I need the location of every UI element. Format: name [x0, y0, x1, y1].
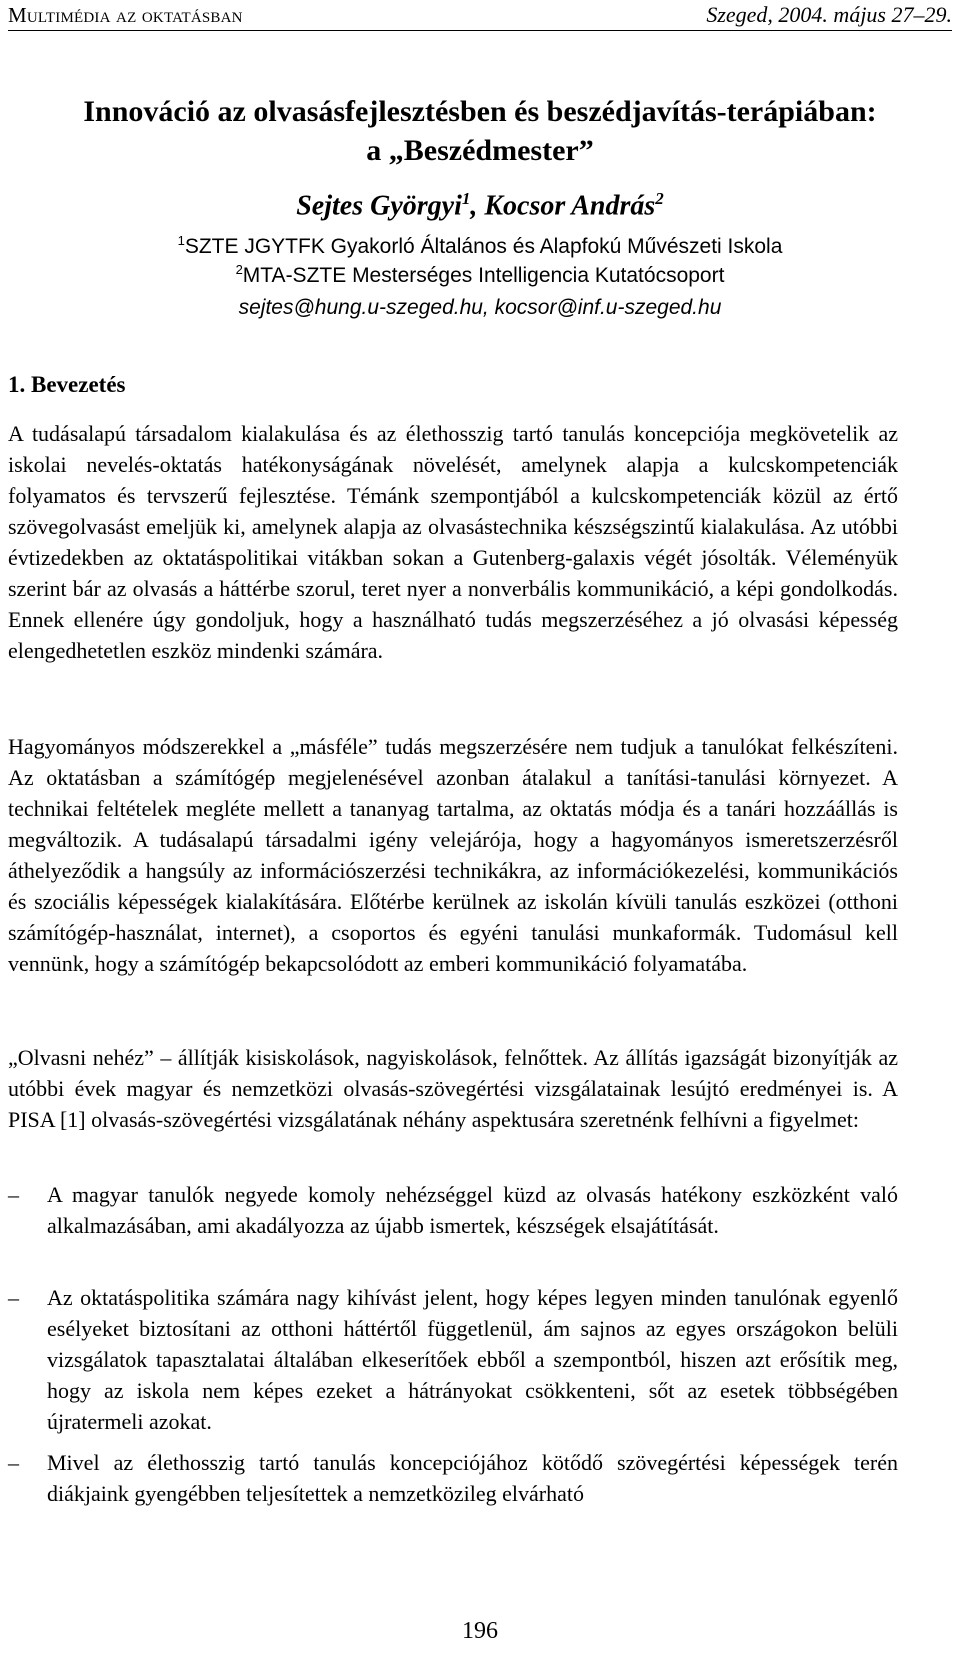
paragraph-3: „Olvasni nehéz” – állítják kisiskolások, nagyiskolások, felnőttek. Az állítás igazságát bizonyítják az utóbbi évek magyar és nemzetközi olvasás-szövegértési vizsgálatainak lesújtó eredményei is. A PISA [1] olvasás-szövegértési vizsgálatának néhány aspektusára szeretnénk felhívni a figyelmet:: [8, 1045, 898, 1132]
list-item-text: Az oktatáspolitika számára nagy kihívást jelent, hogy képes legyen minden tanulónak egyenlő esélyeket biztosítani az otthoni háttértől függetlenül, ám sajnos az egyes országokon belüli vizsgálatok tapasztalatai általában elkeserítőek ebből a szempontból, hiszen azt erősítik meg, hogy az iskola nem képes ezeket a hátrányokat csökkenteni, sőt az esetek többségében újratermeli azokat.: [47, 1285, 898, 1434]
dash-bullet-icon: –: [8, 1285, 19, 1310]
running-header-title: Multimédia az oktatásban: [8, 3, 243, 27]
list-item: [8, 1282, 898, 1437]
page-number: 196: [462, 1618, 498, 1644]
paragraph-1-block: [8, 418, 898, 666]
affiliation-2-text: MTA-SZTE Mesterséges Intelligencia Kutatócsoport: [242, 264, 725, 287]
affiliation-1-text: SZTE JGYTFK Gyakorló Általános és Alapfokú Művészeti Iskola: [184, 235, 783, 258]
list-item-text: A magyar tanulók negyede komoly nehézséggel küzd az olvasás hatékony eszközként való alkalmazásában, ami akadályozza az újabb ismertek, készségek elsajátítását.: [47, 1182, 898, 1238]
dash-bullet-icon: –: [8, 1450, 19, 1475]
bullet-list-item-2: [8, 1282, 898, 1437]
dash-bullet-icon: –: [8, 1182, 19, 1207]
paper-title-line-2: a „Beszédmester”: [366, 134, 594, 167]
running-header-venue-date: Szeged, 2004. május 27–29.: [706, 2, 952, 27]
paragraph-2: Hagyományos módszerekkel a „másféle” tudás megszerzésére nem tudjuk a tanulókat felkészíteni. Az oktatásban a számítógép megjelenésével azonban átalakul a tanítási-tanulási környezet. A technikai feltételek megléte mellett a tananyag tartalma, az oktatás módja és a tanári hozzáállás is megváltozik. A tudásalapú társadalmi igény velejárója, hogy a hagyományos ismeretszerzésről áthelyeződik a hangsúly az információszerzési technikákra, az információkezelési, kommunikációs és szociális képességek kialakítására. Előtérbe kerülnek az iskolán kívüli tanulás eszközei (otthoni számítógép-használat, internet), a csoportos és egyéni tanulási munkaformák. Tudomásul kell vennünk, hogy a számítógép bekapcsolódott az emberi kommunikáció folyamatába.: [8, 734, 898, 976]
author-1-affiliation-mark: 1: [461, 189, 471, 208]
list-item: [8, 1179, 898, 1241]
bullet-list-item-3: [8, 1447, 898, 1509]
affiliation-1-mark: 1: [177, 233, 185, 248]
paragraph-2-block: [8, 731, 898, 979]
paper-title-line-1: Innováció az olvasásfejlesztésben és beszédjavítás-terápiában:: [83, 95, 877, 128]
list-item-text: Mivel az élethosszig tartó tanulás koncepciójához kötődő szövegértési képességek terén diákjaink gyengébben teljesítettek a nemzetközileg elvárható: [47, 1450, 898, 1506]
affiliation-2-mark: 2: [235, 262, 243, 277]
author-emails: sejtes@hung.u-szeged.hu, kocsor@inf.u-szeged.hu: [238, 296, 722, 319]
author-2-name: Kocsor András: [484, 190, 656, 222]
author-separator: ,: [470, 190, 485, 222]
author-line: [8, 180, 952, 225]
list-item: [8, 1447, 898, 1509]
author-1-name: Sejtes Györgyi: [296, 190, 462, 222]
bullet-list-item-1: [8, 1179, 898, 1241]
affiliation-2: [8, 256, 952, 290]
paragraph-1: A tudásalapú társadalom kialakulása és az élethosszig tartó tanulás koncepciója megkövetelik az iskolai nevelés-oktatás hatékonyságának növelését, amelynek alapja a kulcskompetenciák folyamatos és tervszerű fejlesztése. Témánk szempontjából a kulcskompetenciák közül az értő szövegolvasást emeljük ki, amelynek alapja az olvasástechnika készségszintű kialakulása. Az utóbbi évtizedekben az oktatáspolitikai vitákban sokan a Gutenberg-galaxis végét jósolták. Véleményük szerint bár az olvasás a háttérbe szorul, teret nyer a nonverbális kommunikáció, a képi gondolkodás. Ennek ellenére úgy gondoljuk, hogy a használható tudás megszerzéséhez a jó olvasási képesség elengedhetetlen eszköz mindenki számára.: [8, 421, 898, 663]
author-2-affiliation-mark: 2: [655, 189, 664, 208]
section-heading: 1. Bevezetés: [8, 372, 126, 397]
running-header: [8, 0, 952, 31]
paragraph-3-block: [8, 1042, 898, 1135]
